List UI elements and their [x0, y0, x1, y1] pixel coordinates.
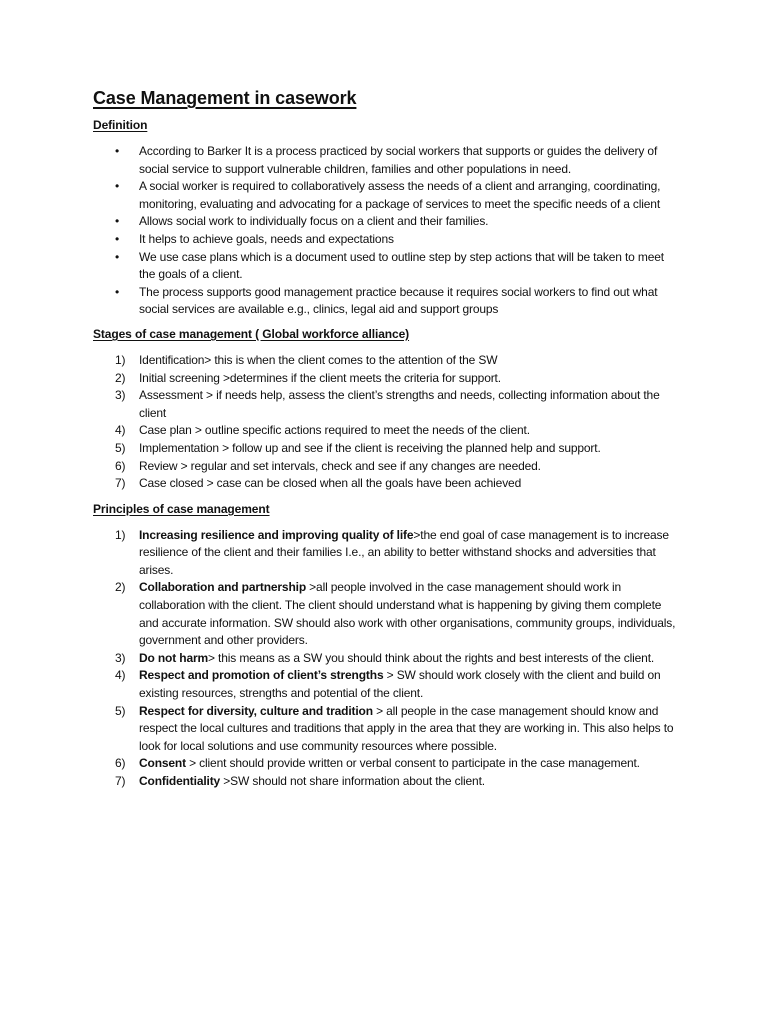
principles-heading: Principles of case management: [93, 501, 270, 516]
principle-text: > SW should work closely with the client and build on existing resources, strengths and potential of the client.: [139, 668, 661, 701]
principle-item: [93, 755, 683, 773]
principle-number: 4): [115, 668, 126, 683]
bullet-icon: •: [115, 144, 120, 158]
definition-item: [93, 284, 683, 319]
principle-text: >all people involved in the case management should work in collaboration with the client. The client should understand what is happening by giving them complete and accurate information. SW should also work with other organisations, community groups, individuals, government and other providers.: [139, 580, 676, 648]
definition-item-text: A social worker is required to collaboratively assess the needs of a client and arranging, coordinating, monitoring, evaluating and advocating for a package of services to meet the specific needs of a client: [139, 179, 661, 211]
principle-title: Increasing resilience and improving quality of life: [139, 527, 414, 542]
stage-number: 6): [115, 458, 126, 473]
principle-text: > client should provide written or verbal consent to participate in the case management.: [185, 756, 640, 771]
stage-item: [93, 370, 683, 388]
stage-item: [93, 387, 683, 422]
stage-number: 5): [115, 440, 126, 455]
definition-item: [93, 143, 683, 178]
definition-item-text: The process supports good management practice because it requires social workers to find out what social services are available e.g., clinics, legal aid and support groups: [139, 284, 658, 317]
principle-text: >the end goal of case management is to increase resilience of the client and their families I.e., an ability to better withstand shocks and adversities that arises.: [139, 527, 669, 577]
principle-title: Respect for diversity, culture and tradition: [139, 703, 373, 718]
stage-item: [93, 458, 683, 476]
definition-item: [93, 231, 683, 249]
definition-item: [93, 178, 683, 213]
principle-number: 7): [115, 774, 126, 788]
principle-item: [93, 579, 683, 649]
principle-text: >SW should not share information about the client.: [220, 774, 485, 788]
principle-title: Respect and promotion of client’s strengths: [139, 668, 384, 683]
principle-number: 5): [115, 703, 126, 718]
definition-item-text: Allows social work to individually focus on a client and their families.: [139, 214, 489, 229]
definition-item-text: According to Barker It is a process practiced by social workers that supports or guides the delivery of social service to support vulnerable children, families and other populations in need.: [139, 144, 658, 176]
definition-item: [93, 213, 683, 231]
stage-number: 3): [115, 388, 126, 403]
stage-text: Assessment > if needs help, assess the client’s strengths and needs, collecting information about the client: [139, 388, 660, 420]
bullet-icon: •: [115, 179, 120, 194]
stages-heading: Stages of case management ( Global workforce alliance): [93, 326, 410, 341]
principle-item: [93, 667, 683, 702]
stage-item: [93, 475, 683, 493]
stage-item: [93, 422, 683, 440]
principle-item: [93, 773, 683, 791]
principle-number: 2): [115, 580, 126, 595]
page-title: Case Management in casework: [93, 88, 357, 108]
stages-list: [93, 352, 683, 493]
definition-list: [93, 143, 683, 319]
principle-item: [93, 527, 683, 580]
stage-text: Implementation > follow up and see if the client is receiving the planned help and support.: [139, 440, 601, 455]
stage-number: 1): [115, 352, 126, 367]
stage-item: [93, 352, 683, 370]
principles-list: [93, 527, 683, 791]
stage-text: Review > regular and set intervals, check and see if any changes are needed.: [139, 458, 541, 473]
bullet-icon: •: [115, 249, 120, 264]
stage-text: Identification> this is when the client comes to the attention of the SW: [139, 352, 498, 367]
document-page: [93, 88, 683, 791]
stage-number: 7): [115, 476, 126, 491]
stage-number: 2): [115, 370, 126, 385]
stage-text: Case closed > case can be closed when all the goals have been achieved: [139, 476, 522, 491]
definition-item-text: We use case plans which is a document used to outline step by step actions that will be taken to meet the goals of a client.: [139, 249, 664, 282]
principle-title: Collaboration and partnership: [139, 580, 306, 595]
bullet-icon: •: [115, 231, 120, 246]
definition-item-text: It helps to achieve goals, needs and expectations: [139, 231, 394, 246]
principle-title: Consent: [139, 756, 186, 771]
stage-text: Case plan > outline specific actions required to meet the needs of the client.: [139, 423, 530, 438]
principle-title: Do not harm: [139, 650, 209, 665]
definition-heading: Definition: [93, 118, 148, 132]
bullet-icon: •: [115, 284, 120, 299]
principle-item: [93, 650, 683, 668]
stage-number: 4): [115, 423, 126, 438]
definition-item: [93, 249, 683, 284]
principle-item: [93, 703, 683, 756]
principle-text: > this means as a SW you should think about the rights and best interests of the client.: [208, 650, 655, 665]
principle-number: 1): [115, 527, 126, 542]
principle-number: 6): [115, 756, 126, 771]
principle-number: 3): [115, 650, 126, 665]
principle-text: > all people in the case management should know and respect the local cultures and traditions that apply in the area that they are working in. This also helps to look for local solutions and use community resources where possible.: [139, 703, 674, 753]
stage-text: Initial screening >determines if the client meets the criteria for support.: [139, 370, 501, 385]
bullet-icon: •: [115, 214, 120, 229]
stage-item: [93, 440, 683, 458]
principle-title: Confidentiality: [139, 774, 221, 788]
